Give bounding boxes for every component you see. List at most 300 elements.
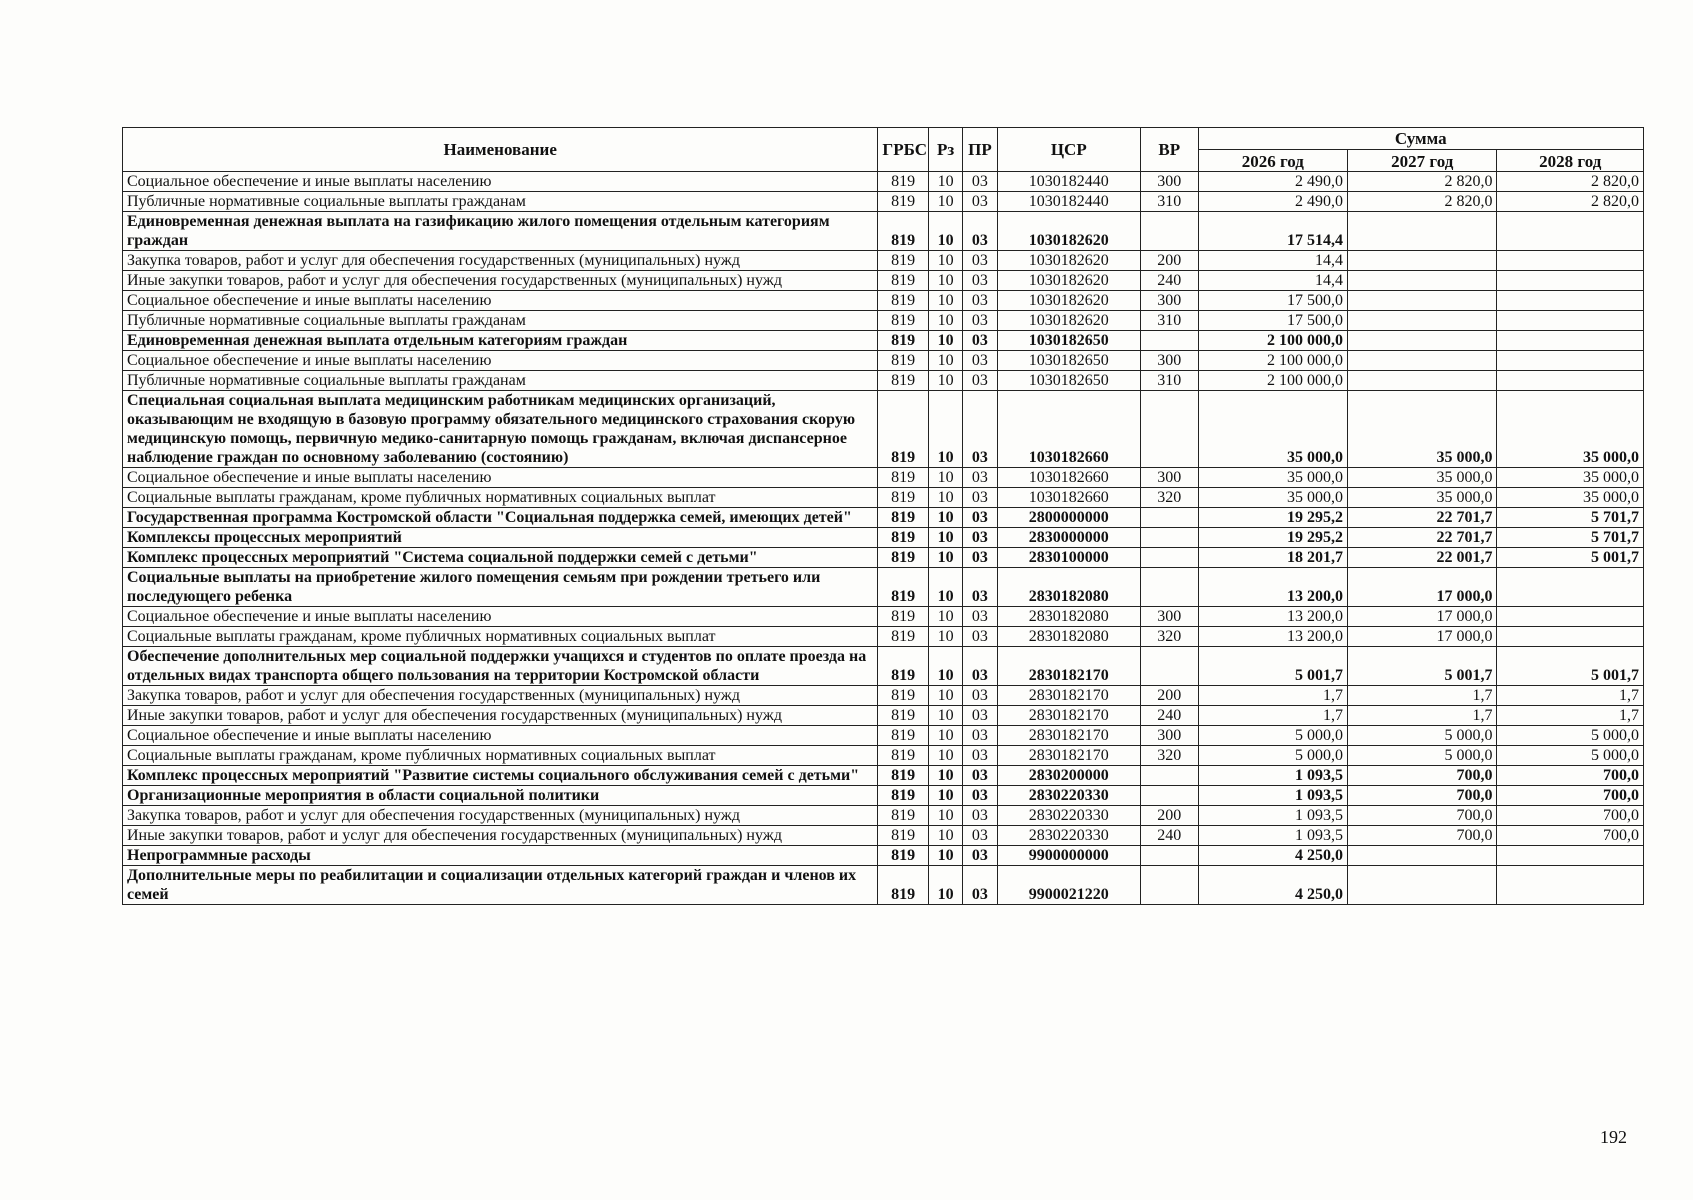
cell-pr: 03 (963, 311, 997, 331)
cell-rz: 10 (928, 508, 962, 528)
cell-rz: 10 (928, 686, 962, 706)
cell-2027 (1348, 212, 1497, 251)
cell-vr: 200 (1140, 251, 1198, 271)
header-csr: ЦСР (997, 128, 1140, 172)
cell-rz: 10 (928, 866, 962, 905)
cell-grbs: 819 (878, 212, 928, 251)
cell-2028: 5 701,7 (1497, 528, 1644, 548)
cell-vr: 300 (1140, 726, 1198, 746)
cell-name: Закупка товаров, работ и услуг для обеспечения государственных (муниципальных) нужд (123, 806, 878, 826)
cell-name: Комплекс процессных мероприятий "Развитие системы социального обслуживания семей с детьми" (123, 766, 878, 786)
cell-grbs: 819 (878, 627, 928, 647)
cell-csr: 1030182620 (997, 291, 1140, 311)
cell-grbs: 819 (878, 866, 928, 905)
cell-pr: 03 (963, 212, 997, 251)
cell-rz: 10 (928, 311, 962, 331)
cell-csr: 2830182170 (997, 686, 1140, 706)
cell-2026: 14,4 (1198, 271, 1347, 291)
cell-2026: 1,7 (1198, 706, 1347, 726)
cell-vr (1140, 786, 1198, 806)
cell-csr: 1030182620 (997, 212, 1140, 251)
cell-2026: 1 093,5 (1198, 806, 1347, 826)
table-row (123, 686, 1644, 706)
cell-pr: 03 (963, 468, 997, 488)
table-row (123, 192, 1644, 212)
cell-csr: 2830182080 (997, 607, 1140, 627)
cell-2027: 5 000,0 (1348, 746, 1497, 766)
cell-name: Социальные выплаты гражданам, кроме публичных нормативных социальных выплат (123, 488, 878, 508)
cell-pr: 03 (963, 528, 997, 548)
cell-rz: 10 (928, 212, 962, 251)
cell-rz: 10 (928, 371, 962, 391)
cell-2028 (1497, 331, 1644, 351)
cell-pr: 03 (963, 508, 997, 528)
cell-2027: 17 000,0 (1348, 627, 1497, 647)
cell-rz: 10 (928, 766, 962, 786)
cell-pr: 03 (963, 826, 997, 846)
cell-csr: 2830220330 (997, 826, 1140, 846)
cell-2026: 5 000,0 (1198, 726, 1347, 746)
cell-2027: 35 000,0 (1348, 391, 1497, 468)
cell-2027: 700,0 (1348, 806, 1497, 826)
cell-csr: 1030182440 (997, 172, 1140, 192)
cell-2026: 19 295,2 (1198, 508, 1347, 528)
cell-name: Социальное обеспечение и иные выплаты населению (123, 468, 878, 488)
cell-2027: 1,7 (1348, 686, 1497, 706)
cell-csr: 2830182170 (997, 746, 1140, 766)
cell-csr: 1030182620 (997, 271, 1140, 291)
cell-2027: 2 820,0 (1348, 192, 1497, 212)
header-name: Наименование (123, 128, 878, 172)
cell-grbs: 819 (878, 568, 928, 607)
cell-vr: 200 (1140, 806, 1198, 826)
cell-pr: 03 (963, 686, 997, 706)
table-row (123, 251, 1644, 271)
cell-pr: 03 (963, 351, 997, 371)
cell-vr (1140, 391, 1198, 468)
cell-2026: 2 100 000,0 (1198, 351, 1347, 371)
cell-name: Социальные выплаты на приобретение жилого помещения семьям при рождении третьего или последующего ребенка (123, 568, 878, 607)
cell-csr: 2830182170 (997, 647, 1140, 686)
cell-csr: 1030182620 (997, 251, 1140, 271)
cell-2028: 5 000,0 (1497, 726, 1644, 746)
table-row (123, 311, 1644, 331)
cell-2027: 22 001,7 (1348, 548, 1497, 568)
page-number: 192 (1600, 1127, 1627, 1147)
cell-vr (1140, 866, 1198, 905)
cell-vr (1140, 528, 1198, 548)
cell-2026: 17 514,4 (1198, 212, 1347, 251)
cell-grbs: 819 (878, 311, 928, 331)
cell-name: Иные закупки товаров, работ и услуг для обеспечения государственных (муниципальных) нужд (123, 826, 878, 846)
table-row (123, 766, 1644, 786)
cell-pr: 03 (963, 548, 997, 568)
cell-2026: 1,7 (1198, 686, 1347, 706)
cell-vr: 320 (1140, 746, 1198, 766)
cell-rz: 10 (928, 568, 962, 607)
cell-vr: 300 (1140, 291, 1198, 311)
cell-2028 (1497, 271, 1644, 291)
cell-2026: 1 093,5 (1198, 766, 1347, 786)
cell-2027 (1348, 251, 1497, 271)
cell-grbs: 819 (878, 607, 928, 627)
cell-2028: 5 701,7 (1497, 508, 1644, 528)
cell-2027: 700,0 (1348, 826, 1497, 846)
cell-name: Социальные выплаты гражданам, кроме публичных нормативных социальных выплат (123, 627, 878, 647)
cell-pr: 03 (963, 607, 997, 627)
cell-rz: 10 (928, 488, 962, 508)
cell-2028 (1497, 627, 1644, 647)
cell-2026: 1 093,5 (1198, 826, 1347, 846)
header-pr: ПР (963, 128, 997, 172)
table-row (123, 568, 1644, 607)
cell-name: Социальное обеспечение и иные выплаты населению (123, 726, 878, 746)
cell-2027 (1348, 866, 1497, 905)
table-row (123, 607, 1644, 627)
cell-2026: 35 000,0 (1198, 391, 1347, 468)
cell-pr: 03 (963, 488, 997, 508)
cell-2028: 5 001,7 (1497, 647, 1644, 686)
cell-rz: 10 (928, 846, 962, 866)
cell-2028 (1497, 866, 1644, 905)
cell-rz: 10 (928, 607, 962, 627)
cell-grbs: 819 (878, 291, 928, 311)
cell-name: Непрограммные расходы (123, 846, 878, 866)
cell-vr (1140, 212, 1198, 251)
cell-grbs: 819 (878, 371, 928, 391)
table-row (123, 371, 1644, 391)
cell-vr: 300 (1140, 172, 1198, 192)
header-year-2027: 2027 год (1348, 150, 1497, 172)
cell-2028: 2 820,0 (1497, 172, 1644, 192)
cell-pr: 03 (963, 866, 997, 905)
cell-2026: 35 000,0 (1198, 488, 1347, 508)
cell-grbs: 819 (878, 826, 928, 846)
table-row (123, 528, 1644, 548)
cell-pr: 03 (963, 291, 997, 311)
table-row (123, 846, 1644, 866)
cell-2027 (1348, 371, 1497, 391)
cell-name: Иные закупки товаров, работ и услуг для обеспечения государственных (муниципальных) нужд (123, 271, 878, 291)
cell-pr: 03 (963, 726, 997, 746)
cell-2028 (1497, 607, 1644, 627)
cell-pr: 03 (963, 746, 997, 766)
cell-2028: 700,0 (1497, 766, 1644, 786)
table-row (123, 548, 1644, 568)
cell-2028 (1497, 371, 1644, 391)
cell-rz: 10 (928, 726, 962, 746)
table-row (123, 468, 1644, 488)
cell-2028: 700,0 (1497, 786, 1644, 806)
cell-2027: 700,0 (1348, 766, 1497, 786)
cell-csr: 2830182080 (997, 568, 1140, 607)
cell-grbs: 819 (878, 528, 928, 548)
cell-vr: 310 (1140, 192, 1198, 212)
cell-csr: 2830220330 (997, 806, 1140, 826)
cell-rz: 10 (928, 786, 962, 806)
cell-rz: 10 (928, 706, 962, 726)
cell-grbs: 819 (878, 548, 928, 568)
cell-vr: 320 (1140, 488, 1198, 508)
cell-rz: 10 (928, 528, 962, 548)
cell-csr: 2830100000 (997, 548, 1140, 568)
cell-2028 (1497, 291, 1644, 311)
cell-name: Публичные нормативные социальные выплаты гражданам (123, 192, 878, 212)
cell-csr: 2830220330 (997, 786, 1140, 806)
header-rz: Рз (928, 128, 962, 172)
header-year-2028: 2028 год (1497, 150, 1644, 172)
cell-pr: 03 (963, 766, 997, 786)
cell-vr (1140, 647, 1198, 686)
cell-2028: 700,0 (1497, 826, 1644, 846)
cell-csr: 2830182170 (997, 706, 1140, 726)
cell-2028: 1,7 (1497, 686, 1644, 706)
cell-pr: 03 (963, 568, 997, 607)
table-row (123, 391, 1644, 468)
cell-2028 (1497, 351, 1644, 371)
cell-name: Закупка товаров, работ и услуг для обеспечения государственных (муниципальных) нужд (123, 251, 878, 271)
cell-csr: 2830000000 (997, 528, 1140, 548)
cell-rz: 10 (928, 351, 962, 371)
cell-name: Комплексы процессных мероприятий (123, 528, 878, 548)
cell-2027: 5 001,7 (1348, 647, 1497, 686)
cell-vr: 240 (1140, 826, 1198, 846)
cell-2026: 2 490,0 (1198, 172, 1347, 192)
cell-grbs: 819 (878, 766, 928, 786)
cell-vr: 300 (1140, 468, 1198, 488)
cell-rz: 10 (928, 391, 962, 468)
table-row (123, 331, 1644, 351)
cell-2028 (1497, 251, 1644, 271)
cell-csr: 2830200000 (997, 766, 1140, 786)
table-row (123, 806, 1644, 826)
cell-2027: 35 000,0 (1348, 468, 1497, 488)
cell-pr: 03 (963, 331, 997, 351)
cell-rz: 10 (928, 271, 962, 291)
cell-grbs: 819 (878, 331, 928, 351)
cell-2026: 4 250,0 (1198, 866, 1347, 905)
header-grbs: ГРБС (878, 128, 928, 172)
cell-vr (1140, 846, 1198, 866)
table-row (123, 271, 1644, 291)
table-row (123, 826, 1644, 846)
cell-name: Публичные нормативные социальные выплаты гражданам (123, 371, 878, 391)
cell-grbs: 819 (878, 746, 928, 766)
cell-2028 (1497, 846, 1644, 866)
cell-2026: 4 250,0 (1198, 846, 1347, 866)
table-row (123, 706, 1644, 726)
cell-2028: 5 001,7 (1497, 548, 1644, 568)
cell-vr: 240 (1140, 271, 1198, 291)
table-row (123, 212, 1644, 251)
cell-csr: 9900000000 (997, 846, 1140, 866)
cell-rz: 10 (928, 291, 962, 311)
cell-grbs: 819 (878, 351, 928, 371)
cell-grbs: 819 (878, 508, 928, 528)
cell-rz: 10 (928, 647, 962, 686)
cell-vr (1140, 548, 1198, 568)
cell-csr: 2800000000 (997, 508, 1140, 528)
cell-name: Единовременная денежная выплата на газификацию жилого помещения отдельным категориям граждан (123, 212, 878, 251)
cell-csr: 1030182440 (997, 192, 1140, 212)
cell-2026: 35 000,0 (1198, 468, 1347, 488)
budget-table (122, 127, 1644, 905)
cell-pr: 03 (963, 271, 997, 291)
cell-2027: 35 000,0 (1348, 488, 1497, 508)
cell-vr: 320 (1140, 627, 1198, 647)
cell-csr: 1030182660 (997, 468, 1140, 488)
cell-2028: 35 000,0 (1497, 391, 1644, 468)
cell-name: Публичные нормативные социальные выплаты гражданам (123, 311, 878, 331)
cell-2027: 17 000,0 (1348, 607, 1497, 627)
cell-2026: 5 001,7 (1198, 647, 1347, 686)
cell-2027: 22 701,7 (1348, 508, 1497, 528)
cell-pr: 03 (963, 371, 997, 391)
cell-grbs: 819 (878, 391, 928, 468)
cell-vr: 200 (1140, 686, 1198, 706)
cell-2027: 700,0 (1348, 786, 1497, 806)
cell-2026: 18 201,7 (1198, 548, 1347, 568)
cell-2028: 5 000,0 (1497, 746, 1644, 766)
cell-name: Закупка товаров, работ и услуг для обеспечения государственных (муниципальных) нужд (123, 686, 878, 706)
cell-2026: 1 093,5 (1198, 786, 1347, 806)
cell-grbs: 819 (878, 468, 928, 488)
table-row (123, 786, 1644, 806)
cell-2026: 13 200,0 (1198, 627, 1347, 647)
cell-2027 (1348, 331, 1497, 351)
cell-name: Дополнительные меры по реабилитации и социализации отдельных категорий граждан и членов их семей (123, 866, 878, 905)
cell-vr: 300 (1140, 351, 1198, 371)
cell-csr: 2830182170 (997, 726, 1140, 746)
table-row (123, 508, 1644, 528)
cell-2026: 13 200,0 (1198, 568, 1347, 607)
cell-2026: 17 500,0 (1198, 311, 1347, 331)
cell-2027 (1348, 846, 1497, 866)
cell-name: Социальное обеспечение и иные выплаты населению (123, 607, 878, 627)
cell-vr: 310 (1140, 371, 1198, 391)
cell-2026: 17 500,0 (1198, 291, 1347, 311)
cell-2027 (1348, 271, 1497, 291)
cell-2026: 2 490,0 (1198, 192, 1347, 212)
cell-vr (1140, 568, 1198, 607)
cell-rz: 10 (928, 746, 962, 766)
cell-rz: 10 (928, 826, 962, 846)
cell-name: Социальное обеспечение и иные выплаты населению (123, 351, 878, 371)
cell-2027 (1348, 351, 1497, 371)
header-vr: ВР (1140, 128, 1198, 172)
cell-rz: 10 (928, 548, 962, 568)
cell-2028 (1497, 568, 1644, 607)
cell-grbs: 819 (878, 706, 928, 726)
cell-2028: 35 000,0 (1497, 488, 1644, 508)
cell-pr: 03 (963, 192, 997, 212)
cell-grbs: 819 (878, 488, 928, 508)
cell-grbs: 819 (878, 806, 928, 826)
cell-rz: 10 (928, 806, 962, 826)
cell-name: Социальные выплаты гражданам, кроме публичных нормативных социальных выплат (123, 746, 878, 766)
cell-2026: 19 295,2 (1198, 528, 1347, 548)
cell-vr: 300 (1140, 607, 1198, 627)
table-row (123, 291, 1644, 311)
cell-grbs: 819 (878, 846, 928, 866)
cell-grbs: 819 (878, 271, 928, 291)
cell-2028: 700,0 (1497, 806, 1644, 826)
cell-2027: 22 701,7 (1348, 528, 1497, 548)
cell-pr: 03 (963, 786, 997, 806)
cell-csr: 1030182650 (997, 331, 1140, 351)
cell-rz: 10 (928, 192, 962, 212)
cell-rz: 10 (928, 251, 962, 271)
cell-pr: 03 (963, 846, 997, 866)
cell-csr: 1030182650 (997, 351, 1140, 371)
cell-grbs: 819 (878, 786, 928, 806)
table-row (123, 726, 1644, 746)
cell-2027: 1,7 (1348, 706, 1497, 726)
cell-2026: 2 100 000,0 (1198, 371, 1347, 391)
cell-name: Комплекс процессных мероприятий "Система социальной поддержки семей с детьми" (123, 548, 878, 568)
cell-pr: 03 (963, 647, 997, 686)
cell-2026: 13 200,0 (1198, 607, 1347, 627)
cell-csr: 2830182080 (997, 627, 1140, 647)
cell-name: Социальное обеспечение и иные выплаты населению (123, 291, 878, 311)
cell-vr (1140, 331, 1198, 351)
cell-2026: 14,4 (1198, 251, 1347, 271)
cell-pr: 03 (963, 391, 997, 468)
table-row (123, 647, 1644, 686)
cell-pr: 03 (963, 706, 997, 726)
cell-2026: 5 000,0 (1198, 746, 1347, 766)
cell-name: Иные закупки товаров, работ и услуг для обеспечения государственных (муниципальных) нужд (123, 706, 878, 726)
cell-grbs: 819 (878, 686, 928, 706)
cell-rz: 10 (928, 331, 962, 351)
cell-2028 (1497, 212, 1644, 251)
cell-name: Единовременная денежная выплата отдельным категориям граждан (123, 331, 878, 351)
cell-pr: 03 (963, 806, 997, 826)
cell-2027 (1348, 291, 1497, 311)
cell-name: Обеспечение дополнительных мер социальной поддержки учащихся и студентов по оплате проезда на отдельных видах транспорта общего пользования на территории Костромской области (123, 647, 878, 686)
cell-2026: 2 100 000,0 (1198, 331, 1347, 351)
cell-csr: 1030182620 (997, 311, 1140, 331)
table-row (123, 866, 1644, 905)
cell-2027 (1348, 311, 1497, 331)
cell-rz: 10 (928, 468, 962, 488)
cell-pr: 03 (963, 251, 997, 271)
cell-csr: 9900021220 (997, 866, 1140, 905)
cell-pr: 03 (963, 627, 997, 647)
cell-2027: 5 000,0 (1348, 726, 1497, 746)
cell-grbs: 819 (878, 647, 928, 686)
header-year-2026: 2026 год (1198, 150, 1347, 172)
table-row (123, 746, 1644, 766)
cell-2027: 2 820,0 (1348, 172, 1497, 192)
cell-2028: 35 000,0 (1497, 468, 1644, 488)
cell-rz: 10 (928, 172, 962, 192)
cell-rz: 10 (928, 627, 962, 647)
cell-grbs: 819 (878, 192, 928, 212)
cell-2028 (1497, 311, 1644, 331)
cell-vr: 240 (1140, 706, 1198, 726)
cell-vr (1140, 508, 1198, 528)
cell-pr: 03 (963, 172, 997, 192)
cell-2027: 17 000,0 (1348, 568, 1497, 607)
header-sum: Сумма (1198, 128, 1643, 150)
cell-grbs: 819 (878, 172, 928, 192)
table-row (123, 627, 1644, 647)
header-row-top (123, 128, 1644, 150)
cell-vr (1140, 766, 1198, 786)
cell-csr: 1030182660 (997, 391, 1140, 468)
cell-2028: 2 820,0 (1497, 192, 1644, 212)
